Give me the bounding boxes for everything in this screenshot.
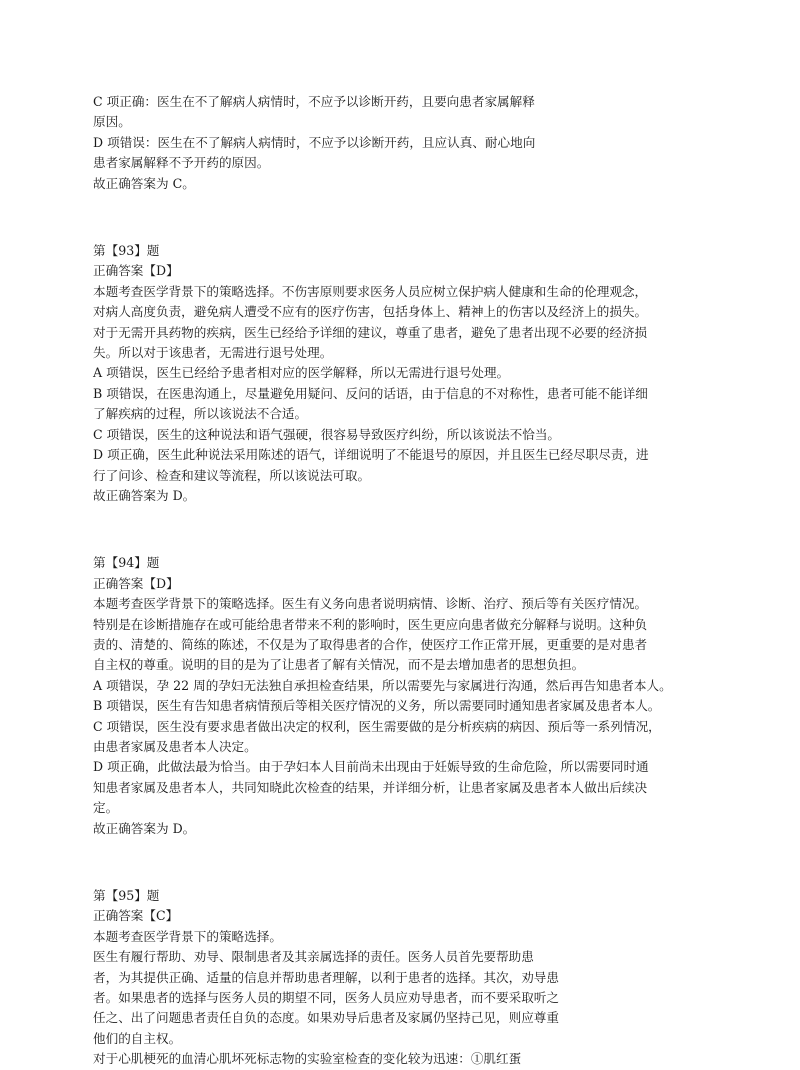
text-line: 对病人高度负责，避免病人遭受不应有的医疗伤害，包括身体上、精神上的伤害以及经济上的损失。 (93, 304, 648, 320)
text-line: 者，为其提供正确、适量的信息并帮助患者理解，以利于患者的选择。其次，劝导患 (93, 969, 559, 985)
text-line: 任之、出了问题患者责任自负的态度。如果劝导后患者及家属仍坚持己见，则应尊重 (93, 1010, 559, 1026)
section-gap (93, 506, 733, 553)
text-line: 故正确答案为 C。 (93, 175, 195, 191)
text-line: 本题考查医学背景下的策略选择。医生有义务向患者说明病情、诊断、治疗、预后等有关医疗情况。 (93, 596, 648, 612)
question-heading: 第【93】题 (93, 243, 160, 259)
document-page (93, 92, 733, 1070)
text-line: C 项错误，医生没有要求患者做出决定的权利，医生需要做的是分析疾病的病因、预后等一系列情况， (93, 718, 661, 734)
text-line: 了解疾病的过程，所以该说法不合适。 (93, 406, 308, 422)
text-line: 故正确答案为 D。 (93, 487, 196, 503)
text-line: 特别是在诊断措施存在或可能给患者带来不利的影响时，医生更应向患者做充分解释与说明。这种负 (93, 616, 648, 632)
question-95-block (93, 886, 733, 1070)
question-94-block (93, 553, 733, 839)
text-line: 责的、清楚的、简练的陈述，不仅是为了取得患者的合作，使医疗工作正常开展，更重要的是对患者 (93, 636, 648, 652)
section-gap (93, 839, 733, 886)
text-line: 定。 (93, 800, 119, 816)
text-line: C 项错误，医生的这种说法和语气强硬，很容易导致医疗纠纷，所以该说法不恰当。 (93, 426, 561, 442)
text-line: C 项正确：医生在不了解病人病情时，不应予以诊断开药，且要向患者家属解释 (93, 94, 535, 109)
text-line: 医生有履行帮助、劝导、限制患者及其亲属选择的责任。医务人员首先要帮助患 (93, 949, 534, 965)
text-line: 自主权的尊重。说明的目的是为了让患者了解有关情况，而不是去增加患者的思想负担。 (93, 657, 585, 673)
text-line: A 项错误，孕 22 周的孕妇无法独自承担检查结果，所以需要先与家属进行沟通，然后再告知患者本人。 (93, 677, 672, 693)
text-line: 者。如果患者的选择与医务人员的期望不同，医务人员应劝导患者，而不要采取听之 (93, 990, 559, 1006)
text-line: D 项错误：医生在不了解病人病情时，不应予以诊断开药，且应认真、耐心地向 (93, 134, 536, 150)
text-line: 对于无需开具药物的疾病，医生已经给予详细的建议，尊重了患者，避免了患者出现不必要的经济损 (93, 324, 648, 340)
text-line: B 项错误，在医患沟通上，尽量避免用疑问、反问的话语，由于信息的不对称性，患者可能不能详细 (93, 385, 648, 401)
answer-line: 正确答案【D】 (93, 263, 179, 279)
text-line: A 项错误，医生已经给予患者相对应的医学解释，所以无需进行退号处理。 (93, 365, 510, 381)
intro-block (93, 92, 733, 194)
question-93-block (93, 241, 733, 506)
text-line: 由患者家属及患者本人决定。 (93, 738, 257, 754)
question-heading: 第【95】题 (93, 888, 160, 903)
answer-line: 正确答案【C】 (93, 908, 179, 924)
text-line: 失。所以对于该患者，无需进行退号处理。 (93, 345, 333, 361)
text-line: 他们的自主权。 (93, 1030, 182, 1046)
text-line: 本题考查医学背景下的策略选择。 (93, 928, 282, 944)
question-heading: 第【94】题 (93, 555, 160, 571)
text-line: D 项正确，此做法最为恰当。由于孕妇本人目前尚未出现由于妊娠导致的生命危险，所以需要同时通 (93, 759, 649, 775)
section-gap (93, 194, 733, 241)
text-line: B 项错误，医生有告知患者病情预后等相关医疗情况的义务，所以需要同时通知患者家属及患者本人。 (93, 698, 661, 714)
text-line: 对于心肌梗死的血清心肌坏死标志物的实验室检查的变化较为迅速：①肌红蛋 (93, 1051, 522, 1067)
text-line: 行了问诊、检查和建议等流程，所以该说法可取。 (93, 467, 371, 483)
text-line: 原因。 (93, 114, 131, 130)
text-line: D 项正确，医生此种说法采用陈述的语气，详细说明了不能退号的原因，并且医生已经尽职尽责，进 (93, 447, 649, 463)
text-line: 患者家属解释不予开药的原因。 (93, 155, 270, 171)
text-line: 故正确答案为 D。 (93, 820, 196, 836)
text-line: 知患者家属及患者本人，共同知晓此次检查的结果，并详细分析，让患者家属及患者本人做出后续决 (93, 779, 648, 795)
answer-line: 正确答案【D】 (93, 575, 179, 591)
text-line: 本题考查医学背景下的策略选择。不伤害原则要求医务人员应树立保护病人健康和生命的伦理观念， (93, 283, 648, 299)
